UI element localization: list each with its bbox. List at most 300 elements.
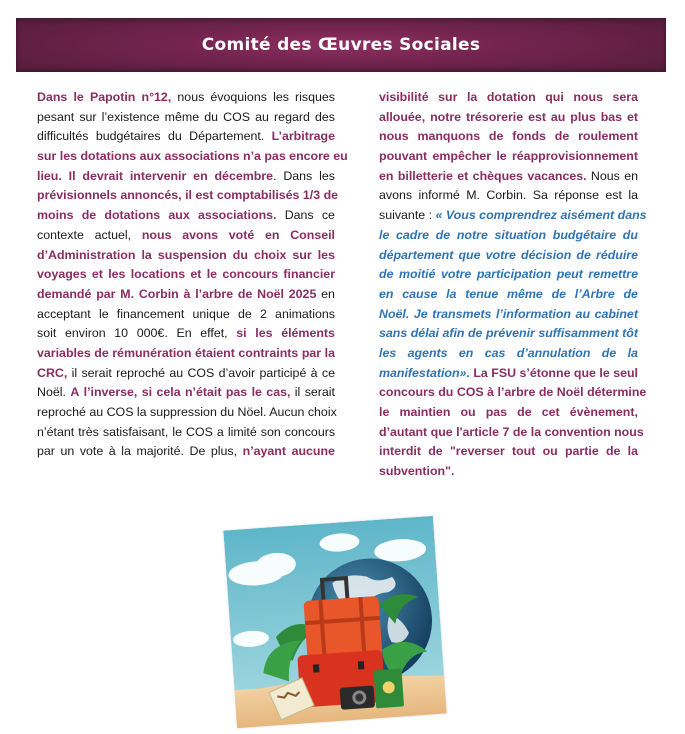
body-text: budgétaires (95, 129, 161, 144)
body-text: COS (223, 109, 250, 124)
body-text: en (321, 286, 335, 301)
body-text: son (260, 424, 281, 439)
highlight-text: la (627, 444, 638, 459)
highlight-text: eu (333, 149, 348, 164)
highlight-text: subvention". (379, 464, 455, 479)
highlight-text: du (232, 247, 248, 262)
highlight-text: Conseil (290, 227, 335, 242)
body-text: l’existence (101, 109, 160, 124)
quote-text: Vous (445, 208, 476, 223)
text-line (379, 324, 638, 344)
text-line (379, 108, 638, 128)
quote-text: cas (484, 345, 506, 360)
highlight-text: n°12, (141, 90, 172, 104)
quote-text: moitié (398, 267, 436, 282)
highlight-text: cas, (266, 385, 291, 400)
highlight-text: de (237, 286, 253, 301)
body-text: Corbin. (486, 188, 527, 203)
quote-text: budgétaire (552, 227, 617, 242)
highlight-text: aux (139, 149, 162, 164)
body-text: serait (304, 385, 335, 400)
body-text: du (220, 405, 235, 419)
highlight-text: FSU (491, 365, 517, 380)
highlight-text: annoncés, (120, 188, 182, 203)
text-line (379, 403, 638, 423)
highlight-text: de (512, 424, 528, 439)
quote-text: département (379, 247, 454, 262)
body-text: M. (466, 188, 480, 203)
body-text: majorité. (136, 444, 184, 459)
quote-text: tenue (465, 286, 499, 301)
body-text: 10 (114, 326, 129, 341)
quote-text: au (575, 306, 591, 321)
highlight-text: bas (600, 109, 623, 124)
highlight-text: sur (37, 149, 57, 164)
highlight-text: l’arbre (195, 286, 234, 301)
body-text: réponse (554, 188, 600, 203)
highlight-text: n’ayant (242, 444, 287, 459)
highlight-text: éléments (281, 326, 335, 341)
highlight-text: tout (511, 444, 536, 459)
article-column-right (379, 88, 647, 482)
body-text: suivante (379, 208, 426, 223)
highlight-text: A (70, 385, 80, 400)
body-text: de (237, 306, 252, 321)
highlight-text: à (183, 286, 191, 301)
highlight-text: pas (485, 405, 508, 419)
text-line (379, 88, 638, 108)
highlight-text: intervenir (129, 168, 187, 183)
highlight-text: l’inverse, (83, 385, 138, 400)
quote-text: comprendrez (479, 208, 557, 223)
highlight-text: le (73, 90, 84, 104)
highlight-text: interdit (379, 444, 421, 459)
quote-text: de (467, 326, 483, 341)
highlight-text: locations (130, 267, 186, 282)
highlight-text: il (185, 188, 192, 203)
highlight-text: dotations (80, 149, 137, 164)
highlight-text: de (81, 208, 97, 223)
highlight-text: que (573, 365, 596, 380)
highlight-text: de (517, 405, 532, 419)
body-text: COS (186, 424, 213, 439)
text-line (37, 324, 335, 344)
quote-text: manifestation». (379, 365, 470, 380)
quote-text: de (623, 286, 638, 301)
body-text: satisfaisant, (102, 424, 169, 439)
highlight-text: si (236, 326, 247, 341)
highlight-text: n’a (243, 149, 261, 164)
quote-text: la (446, 286, 457, 301)
quote-text: sans (379, 326, 408, 341)
highlight-text: notre (430, 109, 462, 124)
quote-text: notre (456, 227, 488, 242)
highlight-text: de (538, 385, 554, 400)
body-text: au (89, 405, 104, 419)
highlight-text: au (550, 109, 566, 124)
text-line (379, 265, 638, 285)
highlight-text: partie (564, 444, 599, 459)
highlight-text: les (59, 149, 77, 164)
highlight-text: par (96, 286, 116, 301)
highlight-text: de (488, 129, 504, 144)
body-text: 2 (259, 306, 267, 321)
highlight-text: roulement (578, 129, 638, 144)
body-text: a (216, 424, 224, 439)
body-text: il (294, 385, 301, 400)
highlight-text: nous (141, 227, 172, 242)
body-text: 000€. (136, 326, 168, 341)
body-text: même (164, 109, 200, 124)
highlight-text: cela (156, 385, 181, 400)
travel-suitcase-globe-icon (223, 516, 446, 728)
body-text: . (273, 168, 277, 183)
body-text: il (71, 365, 78, 380)
text-line (37, 423, 335, 443)
highlight-text: pas (264, 149, 286, 164)
body-text: reproché (116, 365, 166, 380)
text-line (379, 206, 647, 226)
highlight-text: avons (182, 227, 219, 242)
body-text: limité (227, 424, 257, 439)
highlight-text: maintien (399, 405, 451, 419)
body-text: nous (177, 90, 205, 104)
text-line (37, 167, 335, 187)
quote-text: les (379, 345, 397, 360)
quote-text: Noël. (379, 306, 410, 321)
quote-text: cadre (396, 227, 430, 242)
highlight-text: dotations (104, 208, 161, 223)
highlight-text: n’était (184, 385, 222, 400)
highlight-text: de (605, 444, 621, 459)
highlight-text: plus (570, 109, 596, 124)
highlight-text: devrait (82, 168, 124, 183)
quote-text: l’information (495, 306, 571, 321)
highlight-text: comptabilisés (216, 188, 300, 203)
body-text: difficultés (37, 129, 89, 144)
text-line (379, 423, 644, 443)
quote-text: décision (521, 247, 572, 262)
highlight-text: le (206, 267, 218, 282)
highlight-text: La (473, 365, 488, 380)
body-text: d’avoir (218, 365, 256, 380)
text-line (379, 305, 638, 325)
highlight-text: concours (222, 267, 279, 282)
highlight-text: Il (68, 168, 76, 183)
highlight-text: prévisionnels (37, 188, 117, 203)
quote-text: cabinet (594, 306, 638, 321)
highlight-text: aux (168, 208, 190, 223)
body-text: regard (274, 109, 310, 124)
quote-text: en (379, 286, 394, 301)
body-text: Dans (283, 168, 313, 183)
body-text: soit (37, 326, 57, 341)
highlight-text: vacances. (527, 168, 587, 183)
body-text: ce (321, 365, 335, 380)
body-text: la (136, 405, 147, 419)
highlight-text: en (193, 168, 208, 183)
body-text: pesant (37, 109, 75, 124)
highlight-text: le (251, 385, 262, 400)
body-text: risques (295, 90, 335, 104)
text-line (379, 462, 638, 482)
highlight-text: les (108, 267, 126, 282)
body-text: financement (116, 306, 185, 321)
highlight-text: encore (289, 149, 330, 164)
highlight-text: et (190, 267, 202, 282)
quote-text: tôt (622, 326, 638, 341)
highlight-text: sera (612, 90, 638, 104)
body-text: COS (187, 365, 215, 380)
quote-text: délai (410, 326, 439, 341)
quote-text: suffisamment (538, 326, 619, 341)
highlight-text: et (91, 267, 103, 282)
text-line (379, 383, 647, 403)
highlight-text: associations. (197, 208, 277, 223)
body-text: les (273, 90, 289, 104)
highlight-text: voyages (37, 267, 87, 282)
body-text: : (428, 208, 433, 223)
highlight-text: fonds (512, 129, 546, 144)
text-line (379, 344, 638, 364)
highlight-text: le (379, 405, 390, 419)
quote-text: aisément (560, 208, 615, 223)
body-text: très (78, 424, 99, 439)
body-text: contexte (37, 227, 84, 242)
body-text: avons (379, 188, 413, 203)
highlight-text: décembre (214, 168, 274, 183)
highlight-text: par (301, 345, 322, 360)
article-column-left (37, 88, 348, 462)
body-text: participé (259, 365, 307, 380)
text-line (37, 186, 339, 206)
highlight-text: la (530, 424, 542, 439)
text-line (37, 206, 335, 226)
highlight-text: "reverser (449, 444, 505, 459)
body-text: De (189, 444, 206, 459)
body-text: les (319, 168, 335, 183)
quote-text: de (576, 247, 591, 262)
highlight-text: l'article (456, 424, 500, 439)
highlight-text: détermine (587, 385, 647, 400)
text-line (37, 344, 335, 364)
body-text: serait (81, 365, 112, 380)
body-text: par (37, 444, 55, 459)
highlight-text: concours (379, 385, 435, 400)
highlight-text: manquons (417, 129, 481, 144)
highlight-text: 2025 (288, 286, 317, 301)
body-text: ce (321, 208, 335, 223)
highlight-text: associations (164, 149, 240, 164)
highlight-text: réapprovisionnement (511, 149, 638, 164)
highlight-text: la (324, 345, 335, 360)
text-line (37, 226, 335, 246)
body-text: au (255, 109, 269, 124)
highlight-text: demandé (37, 286, 92, 301)
highlight-text: CRC, (37, 365, 68, 380)
highlight-text: Dans (37, 90, 68, 104)
text-line (37, 88, 335, 108)
quote-text: peut (556, 267, 583, 282)
highlight-text: de (428, 444, 443, 459)
body-text: la (628, 188, 638, 203)
highlight-text: contraints (238, 345, 299, 360)
highlight-text: nous (573, 90, 603, 104)
travel-illustration (223, 516, 446, 728)
highlight-text: la (141, 247, 152, 262)
text-line (379, 442, 638, 462)
body-text: Département. (189, 129, 265, 144)
body-text: un (60, 444, 75, 459)
body-text: Nous (590, 168, 620, 183)
quote-text: réduire (596, 247, 639, 262)
text-line (379, 285, 638, 305)
highlight-text: Papotin (89, 90, 136, 104)
highlight-text: L’arbitrage (271, 129, 335, 144)
highlight-text: et (457, 168, 469, 183)
highlight-text: convention (544, 424, 611, 439)
highlight-text: nous (614, 424, 644, 439)
body-text: est (605, 188, 622, 203)
text-line (37, 364, 335, 384)
body-text: en (624, 168, 639, 183)
body-text: la (121, 444, 131, 459)
highlight-text: seul (613, 365, 638, 380)
body-text: du (204, 109, 219, 124)
highlight-text: l’arbre (497, 385, 536, 400)
body-text: choix (307, 405, 337, 419)
quote-text: de (601, 345, 617, 360)
highlight-text: ou (542, 444, 558, 459)
highlight-text: Noël (556, 385, 584, 400)
body-text: n’étant (37, 424, 75, 439)
highlight-text: les (255, 326, 273, 341)
section-title: Comité des Œuvres Sociales (201, 35, 481, 55)
quote-text: de (435, 227, 451, 242)
highlight-text: 7 (502, 424, 510, 439)
body-text: au (169, 365, 184, 380)
body-text: suppression (150, 405, 217, 419)
quote-text: situation (494, 227, 547, 242)
quote-text: prévenir (485, 326, 535, 341)
highlight-text: qui (545, 90, 564, 104)
body-text: vote (79, 444, 104, 459)
highlight-text: nous (379, 129, 409, 144)
text-line (37, 265, 335, 285)
text-line (379, 147, 638, 167)
body-text: le (98, 306, 109, 321)
body-text: informé (418, 188, 460, 203)
body-text: concours (284, 424, 336, 439)
highlight-text: M. (120, 286, 135, 301)
body-text: unique (192, 306, 230, 321)
quote-text: l’Arbre (574, 286, 615, 301)
highlight-text: cet (541, 405, 560, 419)
highlight-text: dotation (486, 90, 536, 104)
quote-text: de (551, 286, 567, 301)
text-line (37, 442, 335, 462)
highlight-text: sur (292, 247, 312, 262)
highlight-text: de (94, 345, 109, 360)
highlight-text: aucune (291, 444, 335, 459)
text-line (379, 167, 638, 187)
highlight-text: sur (438, 90, 458, 104)
highlight-text: Corbin (138, 286, 179, 301)
highlight-text: le (599, 365, 610, 380)
quote-text: que (458, 247, 481, 262)
quote-text: transmets (432, 306, 492, 321)
highlight-text: COS (456, 385, 484, 400)
body-text: acceptant (37, 306, 91, 321)
section-header (16, 18, 666, 72)
body-text: Noël. (37, 385, 66, 400)
quote-text: agents (407, 345, 448, 360)
highlight-text: et (626, 109, 639, 124)
body-text: à (310, 365, 318, 380)
quote-text: votre (441, 267, 472, 282)
highlight-text: le (496, 149, 507, 164)
body-text: des (315, 109, 335, 124)
quote-text: Je (413, 306, 428, 321)
text-line (37, 305, 335, 325)
quote-text: remettre (588, 267, 638, 282)
highlight-text: visibilité (379, 90, 429, 104)
text-line (37, 285, 335, 305)
body-text: le (172, 424, 182, 439)
quote-text: participation (476, 267, 552, 282)
highlight-text: que (430, 424, 453, 439)
highlight-text: lieu. (37, 168, 62, 183)
highlight-text: Noël (257, 286, 284, 301)
quote-text: « (435, 208, 443, 223)
text-line (37, 383, 335, 403)
text-line (37, 127, 335, 147)
highlight-text: voté (228, 227, 255, 242)
highlight-text: s’étonne (519, 365, 571, 380)
body-text: Nöel. (237, 405, 267, 419)
highlight-text: du (438, 385, 454, 400)
highlight-text: si (141, 385, 153, 400)
body-text: Sa (532, 188, 548, 203)
highlight-text: en (379, 168, 394, 183)
highlight-text: empêcher (432, 149, 492, 164)
highlight-text: étaient (194, 345, 235, 360)
highlight-text: trésorerie (465, 109, 524, 124)
quote-text: en (458, 345, 474, 360)
text-line (379, 246, 638, 266)
highlight-text: est (528, 109, 546, 124)
highlight-text: 1/3 (302, 188, 321, 203)
quote-text: de (379, 267, 394, 282)
highlight-text: variables (37, 345, 91, 360)
highlight-text: de (554, 129, 570, 144)
body-text: effet, (200, 326, 228, 341)
quote-text: cause (402, 286, 438, 301)
quote-text: dans (617, 208, 647, 223)
highlight-text: allouée, (379, 109, 426, 124)
highlight-text: rémunération (112, 345, 192, 360)
quote-text: votre (485, 247, 516, 262)
highlight-text: la (466, 90, 478, 104)
highlight-text: en (265, 227, 280, 242)
highlight-text: suspension (157, 247, 227, 262)
highlight-text: évènement, (569, 405, 638, 419)
quote-text: la (627, 345, 638, 360)
body-text: à (108, 444, 116, 459)
body-text: reproché (37, 405, 86, 419)
text-line (379, 364, 638, 384)
highlight-text: financier (283, 267, 336, 282)
